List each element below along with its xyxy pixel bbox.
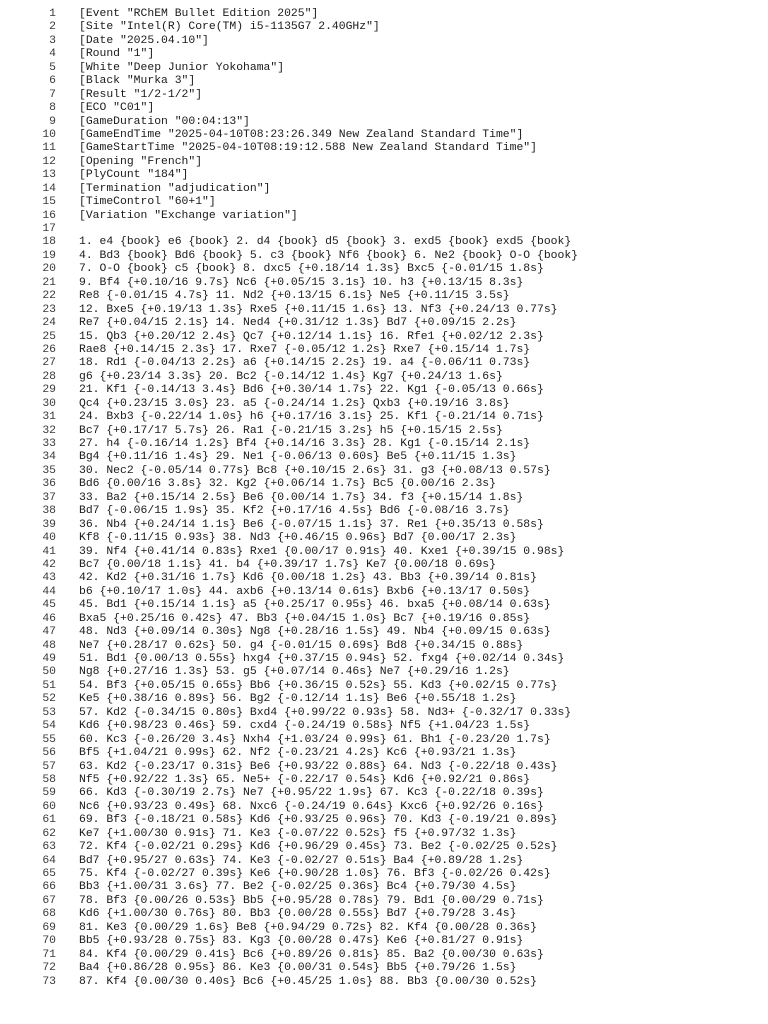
text-line[interactable]: [0, 344, 768, 357]
line-text: 33. Ba2 {+0.15/14 2.5s} Be6 {0.00/14 1.7s} 34. f3 {+0.15/14 1.8s}: [79, 491, 524, 504]
line-text: Bxa5 {+0.25/16 0.42s} 47. Bb3 {+0.04/15 1.0s} Bc7 {+0.19/16 0.85s}: [79, 612, 531, 625]
text-line[interactable]: [0, 828, 768, 841]
line-text: [White "Deep Junior Yokohama"]: [79, 61, 285, 74]
line-number: 66: [42, 881, 56, 894]
line-number: 28: [42, 370, 56, 383]
line-text: 60. Kc3 {-0.26/20 3.4s} Nxh4 {+1.03/24 0.99s} 61. Bh1 {-0.23/20 1.7s}: [79, 733, 551, 746]
line-text: 42. Kd2 {+0.31/16 1.7s} Kd6 {0.00/18 1.2s} 43. Bb3 {+0.39/14 0.81s}: [79, 572, 537, 585]
line-number: 11: [42, 142, 56, 155]
text-line[interactable]: [0, 855, 768, 868]
line-number: 63: [42, 841, 56, 854]
line-number: 61: [42, 814, 56, 827]
line-text: 12. Bxe5 {+0.19/13 1.3s} Rxe5 {+0.11/15 1.6s} 13. Nf3 {+0.24/13 0.77s}: [79, 303, 558, 316]
line-number: 54: [42, 720, 56, 733]
line-text: Ke7 {+1.00/30 0.91s} 71. Ke3 {-0.07/22 0.52s} f5 {+0.97/32 1.3s}: [79, 827, 517, 840]
text-line[interactable]: [0, 384, 768, 397]
line-text: [Termination "adjudication"]: [79, 182, 271, 195]
text-line[interactable]: [0, 693, 768, 706]
text-line[interactable]: [0, 908, 768, 921]
text-line[interactable]: [0, 640, 768, 653]
text-line[interactable]: [0, 962, 768, 975]
line-number: 9: [49, 115, 56, 128]
text-line[interactable]: [0, 505, 768, 518]
line-number: 41: [42, 545, 56, 558]
line-text: 36. Nb4 {+0.24/14 1.1s} Be6 {-0.07/15 1.1s} 37. Re1 {+0.35/13 0.58s}: [79, 518, 544, 531]
line-number: 26: [42, 343, 56, 356]
line-number: 49: [42, 653, 56, 665]
text-line[interactable]: [0, 129, 768, 142]
text-line[interactable]: [0, 357, 768, 370]
text-line[interactable]: [0, 236, 768, 249]
line-number: 19: [42, 249, 56, 262]
line-number: 13: [42, 169, 56, 182]
line-number: 25: [42, 330, 56, 343]
line-number: 43: [42, 572, 56, 585]
line-text: 78. Bf3 {0.00/26 0.53s} Bb5 {+0.95/28 0.78s} 79. Bd1 {0.00/29 0.71s}: [79, 894, 544, 907]
text-line[interactable]: [0, 559, 768, 572]
line-text: 9. Bf4 {+0.10/16 9.7s} Nc6 {+0.05/15 3.1s} 10. h3 {+0.13/15 8.3s}: [79, 276, 524, 289]
line-number: 7: [49, 88, 56, 101]
line-number: 34: [42, 451, 56, 464]
line-text: Ng8 {+0.27/16 1.3s} 53. g5 {+0.07/14 0.46s} Ne7 {+0.29/16 1.2s}: [79, 666, 510, 679]
line-text: [ECO "C01"]: [79, 102, 155, 115]
text-line[interactable]: [0, 599, 768, 612]
line-text: 69. Bf3 {-0.18/21 0.58s} Kd6 {+0.93/25 0.96s} 70. Kd3 {-0.19/21 0.89s}: [79, 814, 558, 827]
line-number: 42: [42, 558, 56, 571]
line-text: Bf5 {+1.04/21 0.99s} 62. Nf2 {-0.23/21 4.2s} Kc6 {+0.93/21 1.3s}: [79, 747, 517, 760]
text-line[interactable]: [0, 586, 768, 599]
line-number: 2: [49, 21, 56, 34]
text-line[interactable]: [0, 196, 768, 209]
text-line[interactable]: [0, 734, 768, 747]
text-line[interactable]: [0, 868, 768, 881]
text-line[interactable]: [0, 142, 768, 155]
line-number: 53: [42, 706, 56, 719]
line-number: 71: [42, 948, 56, 961]
line-text: b6 {+0.10/17 1.0s} 44. axb6 {+0.13/14 0.61s} Bxb6 {+0.13/17 0.50s}: [79, 585, 531, 598]
text-line[interactable]: [0, 62, 768, 75]
line-number: 21: [42, 276, 56, 289]
line-number: 47: [42, 626, 56, 639]
line-text: 4. Bd3 {book} Bd6 {book} 5. c3 {book} Nf6 {book} 6. Ne2 {book} O-O {book}: [79, 249, 578, 262]
line-number: 39: [42, 518, 56, 531]
text-line[interactable]: [0, 317, 768, 330]
line-number: 1: [49, 8, 56, 20]
line-number: 52: [42, 693, 56, 706]
text-line[interactable]: [0, 21, 768, 34]
line-number: 6: [49, 75, 56, 88]
text-line[interactable]: [0, 613, 768, 626]
line-number: 24: [42, 317, 56, 330]
line-text: 75. Kf4 {-0.02/27 0.39s} Ke6 {+0.90/28 1.0s} 76. Bf3 {-0.02/26 0.42s}: [79, 868, 551, 880]
line-text: [Variation "Exchange variation"]: [79, 209, 298, 222]
line-text: [GameDuration "00:04:13"]: [79, 115, 250, 128]
text-line[interactable]: [0, 263, 768, 276]
line-text: [PlyCount "184"]: [79, 169, 189, 182]
line-text: [Black "Murka 3"]: [79, 75, 196, 88]
line-text: Nc6 {+0.93/23 0.49s} 68. Nxc6 {-0.24/19 0.64s} Kxc6 {+0.92/26 0.16s}: [79, 800, 544, 813]
line-number: 30: [42, 397, 56, 410]
line-text: Kd6 {+0.98/23 0.46s} 59. cxd4 {-0.24/19 0.58s} Nf5 {+1.04/23 1.5s}: [79, 720, 531, 733]
line-number: 44: [42, 585, 56, 598]
line-number: 29: [42, 384, 56, 397]
line-text: [GameEndTime "2025-04-10T08:23:26.349 New Zealand Standard Time"]: [79, 128, 524, 141]
line-number: 33: [42, 438, 56, 450]
text-line[interactable]: [0, 976, 768, 989]
line-number: 16: [42, 209, 56, 222]
line-text: 24. Bxb3 {-0.22/14 1.0s} h6 {+0.17/16 3.1s} 25. Kf1 {-0.21/14 0.71s}: [79, 411, 544, 424]
text-line[interactable]: [0, 438, 768, 451]
text-line[interactable]: [0, 707, 768, 720]
text-line[interactable]: [0, 277, 768, 290]
line-number: 70: [42, 935, 56, 948]
line-text: 45. Bd1 {+0.15/14 1.1s} a5 {+0.25/17 0.95s} 46. bxa5 {+0.08/14 0.63s}: [79, 599, 551, 612]
text-line[interactable]: [0, 371, 768, 384]
line-number: 36: [42, 478, 56, 491]
text-line[interactable]: [0, 465, 768, 478]
text-line[interactable]: [0, 841, 768, 854]
line-text: Ba4 {+0.86/28 0.95s} 86. Ke3 {0.00/31 0.54s} Bb5 {+0.79/26 1.5s}: [79, 962, 517, 975]
line-text: 84. Kf4 {0.00/29 0.41s} Bc6 {+0.89/26 0.81s} 85. Ba2 {0.00/30 0.63s}: [79, 948, 544, 961]
line-text: Ne7 {+0.28/17 0.62s} 50. g4 {-0.01/15 0.69s} Bd8 {+0.34/15 0.88s}: [79, 639, 524, 652]
line-text: Bd7 {+0.95/27 0.63s} 74. Ke3 {-0.02/27 0.51s} Ba4 {+0.89/28 1.2s}: [79, 854, 524, 867]
text-line[interactable]: [0, 210, 768, 223]
line-text: 18. Rd1 {-0.04/13 2.2s} a6 {+0.14/15 2.2s} 19. a4 {-0.06/11 0.73s}: [79, 357, 531, 370]
line-text: Kd6 {+1.00/30 0.76s} 80. Bb3 {0.00/28 0.55s} Bd7 {+0.79/28 3.4s}: [79, 908, 517, 921]
line-text: Nf5 {+0.92/22 1.3s} 65. Ne5+ {-0.22/17 0.54s} Kd6 {+0.92/21 0.86s}: [79, 773, 531, 786]
line-text: 54. Bf3 {+0.05/15 0.65s} Bb6 {+0.36/15 0.52s} 55. Kd3 {+0.02/15 0.77s}: [79, 679, 558, 692]
line-text: 21. Kf1 {-0.14/13 3.4s} Bd6 {+0.30/14 1.7s} 22. Kg1 {-0.05/13 0.66s}: [79, 384, 544, 397]
text-line[interactable]: [0, 680, 768, 693]
line-number: 69: [42, 921, 56, 934]
line-text: 39. Nf4 {+0.41/14 0.83s} Rxe1 {0.00/17 0.91s} 40. Kxe1 {+0.39/15 0.98s}: [79, 545, 565, 558]
text-line[interactable]: [0, 761, 768, 774]
line-text: [GameStartTime "2025-04-10T08:19:12.588 New Zealand Standard Time"]: [79, 142, 537, 155]
line-number: 4: [49, 48, 56, 61]
line-text: Re7 {+0.04/15 2.1s} 14. Ned4 {+0.31/12 1.3s} Bd7 {+0.09/15 2.2s}: [79, 317, 517, 330]
line-text: Rae8 {+0.14/15 2.3s} 17. Rxe7 {-0.05/12 1.2s} Rxe7 {+0.15/14 1.7s}: [79, 343, 531, 356]
line-text: 27. h4 {-0.16/14 1.2s} Bf4 {+0.14/16 3.3s} 28. Kg1 {-0.15/14 2.1s}: [79, 438, 531, 450]
text-line[interactable]: [0, 331, 768, 344]
line-number: 57: [42, 760, 56, 773]
text-line[interactable]: [0, 116, 768, 129]
line-number: 59: [42, 787, 56, 800]
line-text: 81. Ke3 {0.00/29 1.6s} Be8 {+0.94/29 0.72s} 82. Kf4 {0.00/28 0.36s}: [79, 921, 537, 934]
text-line[interactable]: [0, 35, 768, 48]
text-line[interactable]: [0, 492, 768, 505]
line-number: 50: [42, 666, 56, 679]
text-line[interactable]: [0, 572, 768, 585]
line-number: 12: [42, 155, 56, 168]
line-text: Bg4 {+0.11/16 1.4s} 29. Ne1 {-0.06/13 0.60s} Be5 {+0.11/15 1.3s}: [79, 451, 517, 464]
line-number: 18: [42, 236, 56, 249]
line-number: 37: [42, 491, 56, 504]
line-number: 55: [42, 733, 56, 746]
text-line[interactable]: [0, 102, 768, 115]
line-text: 51. Bd1 {0.00/13 0.55s} hxg4 {+0.37/15 0.94s} 52. fxg4 {+0.02/14 0.34s}: [79, 653, 565, 665]
line-number: 60: [42, 800, 56, 813]
text-line[interactable]: [0, 787, 768, 800]
line-number: 38: [42, 505, 56, 518]
text-line[interactable]: [0, 935, 768, 948]
line-text: 72. Kf4 {-0.02/21 0.29s} Kd6 {+0.96/29 0.45s} 73. Be2 {-0.02/25 0.52s}: [79, 841, 558, 854]
line-number: 72: [42, 962, 56, 975]
line-number: 46: [42, 612, 56, 625]
line-text: [TimeControl "60+1"]: [79, 196, 216, 209]
line-text: 30. Nec2 {-0.05/14 0.77s} Bc8 {+0.10/15 2.6s} 31. g3 {+0.08/13 0.57s}: [79, 464, 551, 477]
line-text: [Opening "French"]: [79, 155, 203, 168]
line-number: 65: [42, 868, 56, 880]
line-number: 27: [42, 357, 56, 370]
line-number: 32: [42, 424, 56, 437]
line-text: Bc7 {0.00/18 1.1s} 41. b4 {+0.39/17 1.7s} Ke7 {0.00/18 0.69s}: [79, 558, 496, 571]
text-line[interactable]: [0, 747, 768, 760]
line-number: 14: [42, 182, 56, 195]
text-line[interactable]: [0, 949, 768, 962]
text-line[interactable]: [0, 223, 768, 236]
line-number: 73: [42, 975, 56, 988]
line-number: 48: [42, 639, 56, 652]
line-number: 40: [42, 532, 56, 545]
line-text: 63. Kd2 {-0.23/17 0.31s} Be6 {+0.93/22 0.88s} 64. Nd3 {-0.22/18 0.43s}: [79, 760, 558, 773]
line-number: 31: [42, 411, 56, 424]
line-number: 62: [42, 827, 56, 840]
text-line[interactable]: [0, 881, 768, 894]
line-text: Bd6 {0.00/16 3.8s} 32. Kg2 {+0.06/14 1.7s} Bc5 {0.00/16 2.3s}: [79, 478, 496, 491]
line-text: [Site "Intel(R) Core(TM) i5-1135G7 2.40GHz"]: [79, 21, 380, 34]
line-number: 23: [42, 303, 56, 316]
text-line[interactable]: [0, 183, 768, 196]
line-number: 5: [49, 61, 56, 74]
line-number: 20: [42, 263, 56, 276]
text-line[interactable]: [0, 89, 768, 102]
line-number: 64: [42, 854, 56, 867]
text-line[interactable]: [0, 156, 768, 169]
text-editor[interactable]: [0, 8, 768, 1018]
line-text: 15. Qb3 {+0.20/12 2.4s} Qc7 {+0.12/14 1.1s} 16. Rfe1 {+0.02/12 2.3s}: [79, 330, 544, 343]
text-line[interactable]: [0, 814, 768, 827]
line-text: 7. O-O {book} c5 {book} 8. dxc5 {+0.18/14 1.3s} Bxc5 {-0.01/15 1.8s}: [79, 263, 544, 276]
text-line[interactable]: [0, 546, 768, 559]
line-number: 67: [42, 894, 56, 907]
line-text: 57. Kd2 {-0.34/15 0.80s} Bxd4 {+0.99/22 0.93s} 58. Nd3+ {-0.32/17 0.33s}: [79, 706, 572, 719]
text-line[interactable]: [0, 75, 768, 88]
line-text: [79, 223, 768, 236]
line-number: 45: [42, 599, 56, 612]
line-number: 17: [42, 223, 56, 235]
text-line[interactable]: [0, 720, 768, 733]
text-line[interactable]: [0, 48, 768, 61]
text-line[interactable]: [0, 411, 768, 424]
text-line[interactable]: [0, 532, 768, 545]
line-number: 8: [49, 102, 56, 115]
line-text: [Date "2025.04.10"]: [79, 34, 209, 47]
line-number: 68: [42, 908, 56, 921]
line-number: 51: [42, 679, 56, 692]
text-line[interactable]: [0, 666, 768, 679]
text-line[interactable]: [0, 519, 768, 532]
line-text: 66. Kd3 {-0.30/19 2.7s} Ne7 {+0.95/22 1.9s} 67. Kc3 {-0.22/18 0.39s}: [79, 787, 544, 800]
line-text: Bb3 {+1.00/31 3.6s} 77. Be2 {-0.02/25 0.36s} Bc4 {+0.79/30 4.5s}: [79, 881, 517, 894]
text-line[interactable]: [0, 250, 768, 263]
text-line[interactable]: [0, 801, 768, 814]
line-text: [Event "RChEM Bullet Edition 2025"]: [79, 8, 319, 20]
line-text: [Result "1/2-1/2"]: [79, 88, 203, 101]
text-line[interactable]: [0, 774, 768, 787]
text-line[interactable]: [0, 398, 768, 411]
text-line[interactable]: [0, 653, 768, 666]
text-line[interactable]: [0, 451, 768, 464]
line-text: Re8 {-0.01/15 4.7s} 11. Nd2 {+0.13/15 6.1s} Ne5 {+0.11/15 3.5s}: [79, 290, 510, 303]
text-line[interactable]: [0, 922, 768, 935]
text-line[interactable]: [0, 169, 768, 182]
text-line[interactable]: [0, 478, 768, 491]
line-text: Qc4 {+0.23/15 3.0s} 23. a5 {-0.24/14 1.2s} Qxb3 {+0.19/16 3.8s}: [79, 397, 510, 410]
line-text: 1. e4 {book} e6 {book} 2. d4 {book} d5 {book} 3. exd5 {book} exd5 {book}: [79, 236, 572, 249]
line-number: 56: [42, 747, 56, 760]
line-text: Bc7 {+0.17/17 5.7s} 26. Ra1 {-0.21/15 3.2s} h5 {+0.15/15 2.5s}: [79, 424, 503, 437]
line-number: 58: [42, 773, 56, 786]
line-text: 87. Kf4 {0.00/30 0.40s} Bc6 {+0.45/25 1.0s} 88. Bb3 {0.00/30 0.52s}: [79, 975, 537, 988]
text-line[interactable]: [0, 895, 768, 908]
line-text: g6 {+0.23/14 3.3s} 20. Bc2 {-0.14/12 1.4s} Kg7 {+0.24/13 1.6s}: [79, 370, 503, 383]
line-number: 22: [42, 290, 56, 303]
line-text: Bb5 {+0.93/28 0.75s} 83. Kg3 {0.00/28 0.47s} Ke6 {+0.81/27 0.91s}: [79, 935, 524, 948]
line-number: 35: [42, 464, 56, 477]
text-line[interactable]: [0, 425, 768, 438]
text-line[interactable]: [0, 626, 768, 639]
line-text: Bd7 {-0.06/15 1.9s} 35. Kf2 {+0.17/16 4.5s} Bd6 {-0.08/16 3.7s}: [79, 505, 510, 518]
line-text: Ke5 {+0.38/16 0.89s} 56. Bg2 {-0.12/14 1.1s} Be6 {+0.55/18 1.2s}: [79, 693, 517, 706]
line-text: [Round "1"]: [79, 48, 155, 61]
line-number: 10: [42, 128, 56, 141]
text-line[interactable]: [0, 8, 768, 21]
text-line[interactable]: [0, 290, 768, 303]
line-text: Kf8 {-0.11/15 0.93s} 38. Nd3 {+0.46/15 0.96s} Bd7 {0.00/17 2.3s}: [79, 532, 517, 545]
line-text: 48. Nd3 {+0.09/14 0.30s} Ng8 {+0.28/16 1.5s} 49. Nb4 {+0.09/15 0.63s}: [79, 626, 551, 639]
line-number: 3: [49, 34, 56, 47]
text-line[interactable]: [0, 304, 768, 317]
line-number: 15: [42, 196, 56, 209]
